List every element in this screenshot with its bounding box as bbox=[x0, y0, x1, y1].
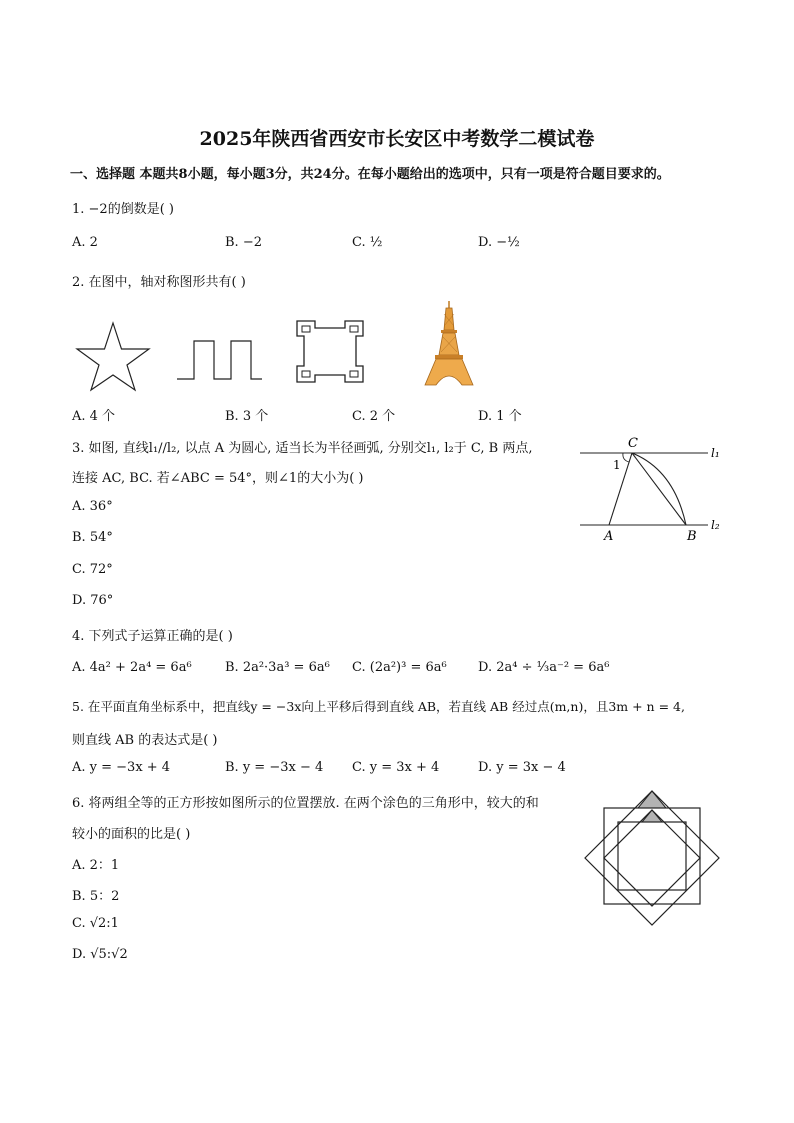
question-4-option-d: D. 2a⁴ ÷ ⅓a⁻² = 6a⁶ bbox=[478, 660, 610, 675]
question-2-stem: 2. 在图中，轴对称图形共有( ) bbox=[72, 275, 246, 290]
question-2-option-b: B. 3 个 bbox=[225, 409, 269, 424]
inner-square bbox=[618, 822, 686, 890]
label-b: B bbox=[687, 529, 697, 544]
label-angle-1: 1 bbox=[613, 458, 621, 472]
question-6-stem-line-2: 较小的面积的比是( ) bbox=[72, 827, 191, 842]
question-5-option-c: C. y = 3x + 4 bbox=[352, 760, 440, 775]
notched-square-figure bbox=[294, 318, 370, 386]
label-l2: l₂ bbox=[711, 518, 720, 532]
question-3-option-c: C. 72° bbox=[72, 562, 113, 577]
question-4-option-c: C. (2a²)³ = 6a⁶ bbox=[352, 660, 447, 675]
question-3-option-d: D. 76° bbox=[72, 593, 114, 608]
question-2-option-c: C. 2 个 bbox=[352, 409, 396, 424]
label-c: C bbox=[628, 436, 638, 451]
eiffel-tower-icon bbox=[420, 300, 478, 388]
question-1-stem: 1. −2的倒数是( ) bbox=[72, 202, 174, 217]
question-5-option-b: B. y = −3x − 4 bbox=[225, 760, 324, 775]
section-heading: 一、选择题 本题共8小题，每小题3分，共24分。在每小题给出的选项中，只有一项是符合题目要求的。 bbox=[70, 167, 670, 182]
question-6-option-d: D. √5:√2 bbox=[72, 947, 128, 962]
question-5-stem-line-1: 5. 在平面直角坐标系中，把直线y = −3x向上平移后得到直线 AB，若直线 AB 经过点(m,n)，且3m + n = 4, bbox=[72, 699, 685, 714]
question-2-option-a: A. 4 个 bbox=[72, 409, 116, 424]
question-6-option-c: C. √2:1 bbox=[72, 916, 119, 931]
label-l1: l₁ bbox=[711, 446, 720, 460]
question-6-stem-line-1: 6. 将两组全等的正方形按如图所示的位置摆放. 在两个涂色的三角形中，较大的和 bbox=[72, 796, 539, 811]
question-3-option-b: B. 54° bbox=[72, 530, 113, 545]
geometry-figure-parallel-lines bbox=[576, 432, 726, 544]
question-4-option-a: A. 4a² + 2a⁴ = 6a⁶ bbox=[72, 660, 192, 675]
question-1-option-c: C. ½ bbox=[352, 235, 383, 250]
question-5-option-d: D. y = 3x − 4 bbox=[478, 760, 566, 775]
small-shaded-triangle bbox=[642, 810, 662, 822]
question-3-stem-line-1: 3. 如图, 直线l₁//l₂, 以点 A 为圆心, 适当长为半径画弧, 分别交l₁, l₂于 C, B 两点, bbox=[72, 441, 533, 456]
question-1-option-b: B. −2 bbox=[225, 235, 262, 250]
segment-cb bbox=[632, 453, 686, 525]
question-5-stem-line-2: 则直线 AB 的表达式是( ) bbox=[72, 733, 218, 748]
question-1-option-d: D. −½ bbox=[478, 235, 520, 250]
question-3-option-a: A. 36° bbox=[72, 499, 113, 514]
question-4-stem: 4. 下列式子运算正确的是( ) bbox=[72, 629, 233, 644]
question-1-option-a: A. 2 bbox=[72, 235, 98, 250]
squares-figure bbox=[582, 788, 722, 933]
question-6-option-a: A. 2：1 bbox=[72, 858, 120, 873]
question-3-stem-line-2: 连接 AC, BC. 若∠ABC = 54°，则∠1的大小为( ) bbox=[72, 471, 364, 486]
square-wave-figure bbox=[174, 337, 266, 383]
angle-1-mark bbox=[623, 453, 629, 462]
question-5-option-a: A. y = −3x + 4 bbox=[72, 760, 171, 775]
large-shaded-triangle bbox=[638, 791, 666, 808]
label-a: A bbox=[604, 529, 614, 544]
question-6-option-b: B. 5：2 bbox=[72, 889, 120, 904]
question-4-option-b: B. 2a²·3a³ = 6a⁶ bbox=[225, 660, 330, 675]
page-title: 2025年陕西省西安市长安区中考数学二模试卷 bbox=[199, 128, 595, 150]
star-figure bbox=[74, 318, 154, 392]
question-2-option-d: D. 1 个 bbox=[478, 409, 522, 424]
